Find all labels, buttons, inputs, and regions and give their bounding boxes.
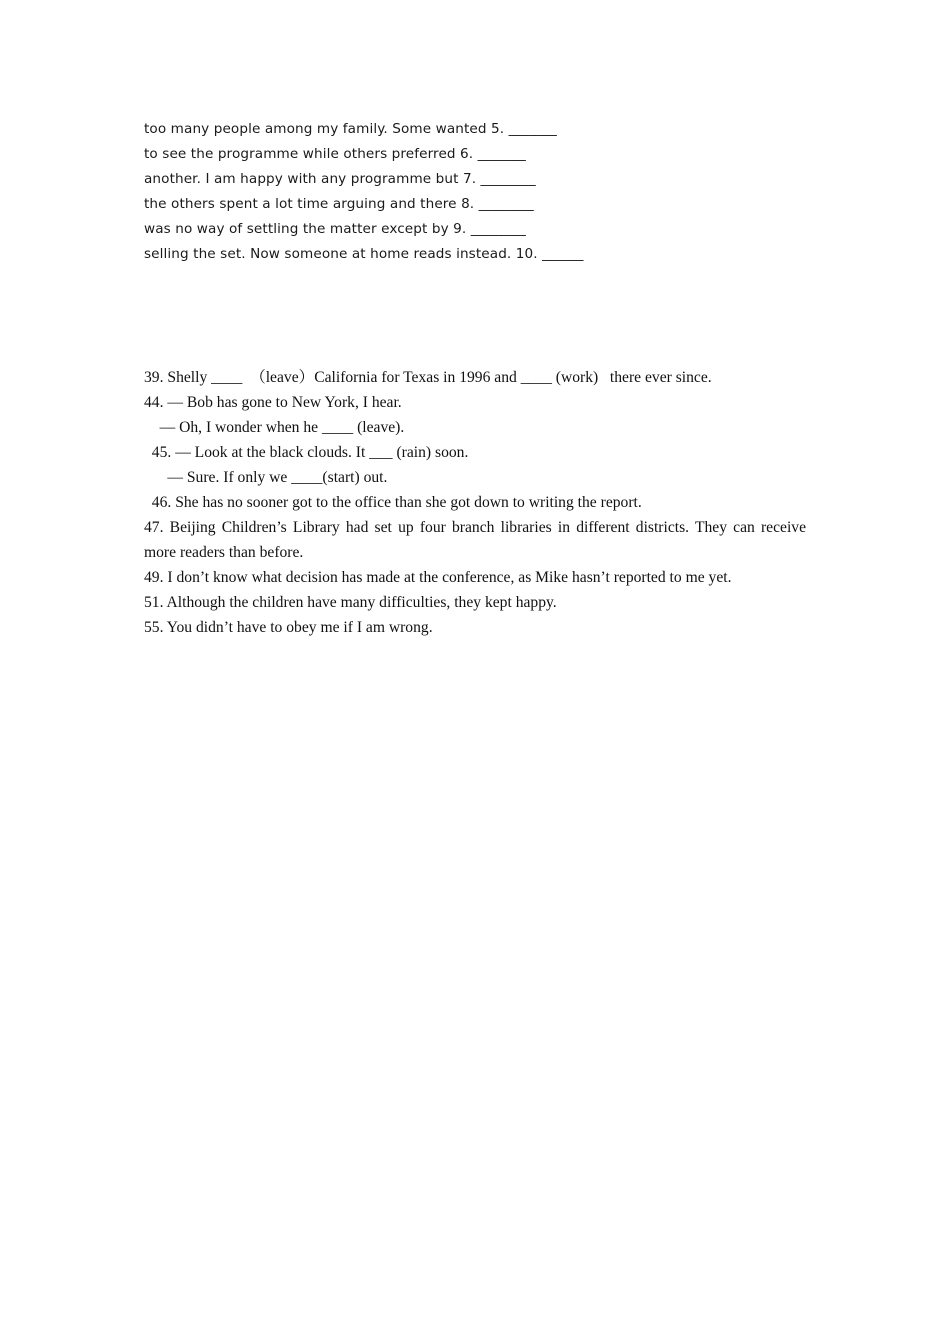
passage-line: too many people among my family. Some wanted 5. _______	[144, 121, 557, 137]
exercise-list	[144, 365, 806, 640]
passage-line: another. I am happy with any programme but 7. ________	[144, 171, 536, 187]
exercise-49: 49. I don’t know what decision has made at the conference, as Mike hasn’t reported to me yet.	[144, 569, 732, 586]
passage-line: to see the programme while others preferred 6. _______	[144, 146, 526, 162]
exercise-44-line-2: — Oh, I wonder when he ____ (leave).	[144, 419, 405, 436]
exercise-45-line-1: 45. — Look at the black clouds. It ___ (rain) soon.	[144, 444, 469, 461]
exercise-51: 51. Although the children have many difficulties, they kept happy.	[144, 594, 557, 611]
exercise-55: 55. You didn’t have to obey me if I am wrong.	[144, 619, 433, 636]
cloze-passage	[144, 117, 704, 267]
passage-line: the others spent a lot time arguing and there 8. ________	[144, 196, 534, 212]
exercise-39: 39. Shelly ____ （leave）California for Texas in 1996 and ____ (work) there ever since.	[144, 369, 712, 386]
exercise-44-line-1: 44. — Bob has gone to New York, I hear.	[144, 394, 402, 411]
exercise-45-line-2: — Sure. If only we ____(start) out.	[144, 469, 388, 486]
passage-line: was no way of settling the matter except by 9. ________	[144, 221, 526, 237]
passage-line: selling the set. Now someone at home reads instead. 10. ______	[144, 246, 584, 262]
exercise-46: 46. She has no sooner got to the office than she got down to writing the report.	[144, 494, 642, 511]
exercise-47: 47. Beijing Children’s Library had set up four branch libraries in different districts. They can receive more readers than before.	[144, 519, 806, 561]
